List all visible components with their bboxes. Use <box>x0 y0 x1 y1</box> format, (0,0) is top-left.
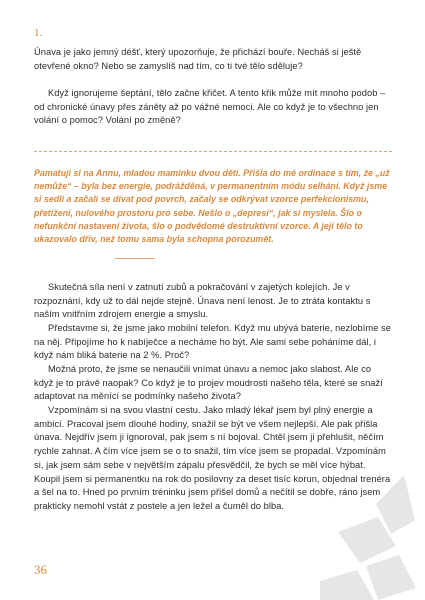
body-paragraph-4: Vzpomínám si na svou vlastní cestu. Jako mladý lékař jsem byl plný energie a ambicí. Pracoval jsem dlouhé hodiny, snažil se být ve všem nejlepší. Ale pak přišla únava. Nejdřív jsem ji ignoroval, pak jsem s ní bojoval. Chtěl jsem ji přehlušit, něčím rychle zahnat. A čím více jsem se o to snažil, tím více jsem se propadal. Vzpomínám si, jak jsem sám sebe v největším zápalu přesvědčil, že bych se měl více hýbat. Koupil jsem si permanentku na rok do posilovny za deset tisíc korun, objednal trenéra a šel na to. Hned po prvním tréninku jsem přišel domů a nečítil se dobře, ráno jsem prakticky nemohl vstát z postele a jen ležel a čuměl do blba. <box>34 405 391 511</box>
body-paragraph-3: Možná proto, že jsme se nenaučili vnímat únavu a nemoc jako slabost. Ale co když je to právě naopak? Co když je to projev moudrosti našeho těla, které se snaží adaptovat na měnící se podmínky našeho života? <box>34 364 383 402</box>
body-paragraph-2: Představme si, že jsme jako mobilní telefon. Když mu ubývá baterie, nezlobíme se na něj. Připojíme ho k nabíječce a necháme ho být. Ale sami sebe poháníme dál, i když nám bliká baterie na 2 %. Proč? <box>34 323 391 361</box>
chapter-number: 1. <box>34 27 43 39</box>
intro-paragraph-2: Když ignorujeme šeptání, tělo začne křičet. A tento křik může mít mnoho podob – od chronické únavy přes záněty až po vážné nemoci. Ale co když je to všechno jen volání o pomoc? Volání po změně? <box>34 88 386 126</box>
quote-bottom-rule <box>115 258 155 259</box>
page-number: 36 <box>34 562 47 577</box>
body-paragraph-1: Skutečná síla není v zatnutí zubů a pokračování v zajetých kolejích. Je v rozpoznání, kdy už to dál nejde stejně. Únava není lenost. Je to ztráta kontaktu s naším vnitřním zdrojem energie a smyslu. <box>34 282 371 320</box>
stylized-figure-icon <box>320 462 425 600</box>
case-study-quote: Pamatuji si na Annu, mladou maminku dvou dětí. Přišla do mé ordinace s tím, že „už nemůže“ – byla bez energie, podrážděná, v permanentním módu selhání. Když jsme si sedli a začali se dívat pod povrch, začaly se odkrývat vzorce perfekcionismu, přetížení, nulového prostoru pro sebe. Nešlo o „depresi“, jak si myslela. Šlo o nefunkční nastavení života, šlo o podvědomé destruktivní vzorce. A její tělo to ukazovalo dřív, než tomu sama byla schopna porozumět. <box>34 168 390 245</box>
quote-top-rule <box>34 151 392 152</box>
intro-paragraph-1: Únava je jako jemný déšť, který upozorňuje, že přichází bouře. Necháš si ještě otevřené okno? Nebo se zamyslíš nad tím, co ti tvé tělo sděluje? <box>34 47 362 71</box>
